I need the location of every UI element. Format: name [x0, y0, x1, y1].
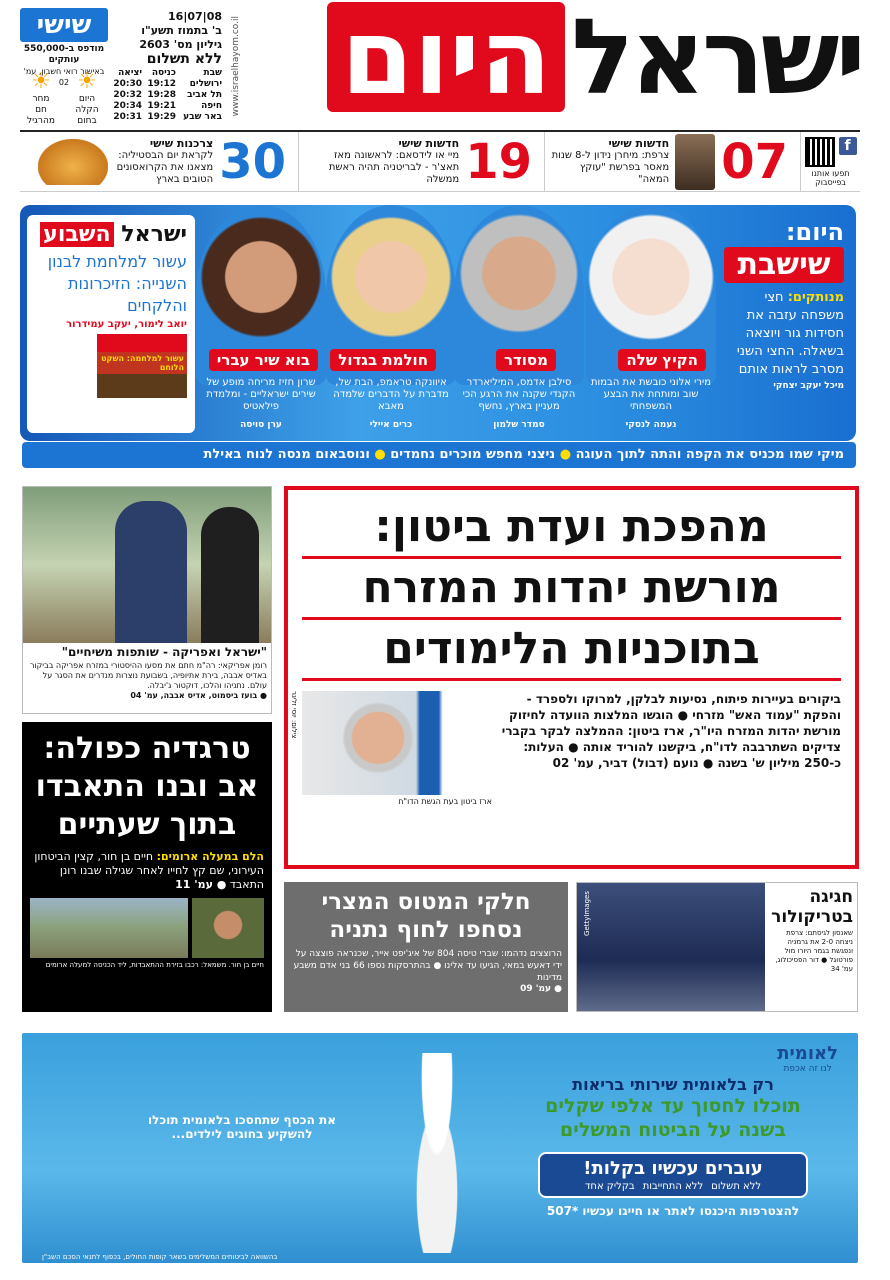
person-desc: איוונקה טראמפ, הבת של, מדברת על הדברים שלמדה מאבא: [333, 377, 449, 412]
sun-icon: ☀: [31, 69, 51, 94]
teaser-title: צרכנות שישי: [149, 137, 214, 150]
weather-desc: הקלה בחום: [75, 105, 99, 126]
teaser-page-number: 07: [721, 133, 788, 190]
ad-footnote: בהשוואה לביטוחים המשלימים בשאר קופות החולים, בכפוף לתנאי הסכם השב"ן: [42, 1253, 278, 1261]
tragedy-headline: טרגדיה כפולה: אב ובנו התאבדו בתוך שעתיים: [35, 731, 259, 842]
teaser-strip: [20, 130, 860, 192]
shabbat-city: באר שבע: [183, 112, 222, 122]
masthead: [0, 0, 890, 128]
shabbat-times: [112, 68, 222, 123]
shishabat-column: [724, 219, 844, 391]
ticker-item[interactable]: מיקי שמו מכניס את הקפה והתה לתוך העוגה: [575, 447, 844, 462]
main-body: [288, 681, 855, 816]
ad-line-2: תוכלו לחסוך עד אלפי שקלים: [545, 1095, 801, 1117]
leumit-brand: לאומית: [777, 1043, 838, 1064]
africa-story[interactable]: [22, 486, 272, 714]
stork-illustration: [402, 1053, 472, 1253]
sports-story[interactable]: [576, 882, 858, 1012]
egyptair-ref: ● עמ' 09: [520, 984, 562, 994]
magazine-title: [35, 223, 187, 247]
ticker-item[interactable]: ניצני מחפש מוכרים נחמדים: [390, 447, 556, 462]
africa-title: "ישראל ואפריקה - שותפות משיחיים": [61, 645, 267, 659]
teaser-text: לקראת יום הבסטיליה: מצאנו את הקרואסונים הטובים בארץ: [116, 150, 214, 185]
person-desc: סילבן אדמס, המיליארדר הקנדי שקנה את הרגע הכי מעניין בארץ, נחשף: [462, 377, 576, 412]
weather-label: מחר: [32, 94, 50, 104]
egyptair-text: הרוצצים נדהמו: שברי טיסה 804 של איג'יפט אייר, שכנראה פוצצה על ידי דאעש במאי, הגיעו עד אלינו ● בהתרסקות נספו 66 בני אדם משבע מדינות: [293, 949, 562, 983]
headline-line: מהפכת ועדת ביטון:: [302, 498, 841, 559]
teaser-photo: [675, 134, 715, 190]
teaser-title: חדשות שישי: [608, 137, 670, 150]
sun-cloud-icon: ☀: [77, 69, 97, 94]
main-headline: [288, 498, 855, 681]
shabbat-out: 20:30: [113, 79, 142, 89]
israel-hashavua-box[interactable]: [27, 215, 195, 433]
teaser-item[interactable]: [298, 132, 538, 191]
person-figure: [201, 507, 259, 643]
main-photo-wrap: [290, 691, 492, 806]
teaser-item[interactable]: [32, 132, 292, 191]
magazine-text: עשור למלחמת לבנון השנייה: הזיכרונות והלקחים: [47, 252, 187, 315]
person-tag: הקיץ שלה: [618, 349, 706, 371]
sports-text-col: [765, 883, 857, 1011]
ad-cta-box[interactable]: [538, 1152, 808, 1198]
shabbat-head-in: כניסה: [151, 68, 176, 78]
issue-number: גיליון מס' 2603: [139, 38, 222, 51]
print-run: מודפס ב-550,000 עותקים: [23, 44, 105, 65]
ticker-item[interactable]: ונוסבאום מנסה לנוח באילת: [203, 447, 370, 462]
hebrew-date: ב' בתמוז תשע"ו: [141, 24, 222, 37]
ad-tel: להצטרפות היכנסו לאתר או חייגו עכשיו *507: [546, 1204, 800, 1218]
person-tag: מסודר: [496, 349, 556, 371]
magazine-cover: עשור למלחמה: השקט הלוחם: [97, 334, 187, 398]
person-author: כרים איילי: [369, 420, 413, 430]
weather-tomorrow: [20, 70, 62, 127]
tragedy-lead-label: הלם במעלה ארומים:: [156, 850, 264, 863]
weather-today: [66, 70, 108, 127]
main-photo-credit: צילום: יוסי זליגר: [290, 691, 298, 739]
magazine-title-1: ישראל: [121, 222, 187, 247]
shabbat-in: 19:12: [147, 79, 176, 89]
main-photo-caption: ארז ביטון בעת הגשת הדו"ח: [398, 797, 492, 806]
egyptair-story[interactable]: [284, 882, 568, 1012]
issue-date: 08|07|16: [168, 10, 222, 23]
person-author: סמדר שלמון: [493, 420, 545, 430]
weather: [20, 70, 108, 127]
tragedy-caption: חיים בן חור. משמאל: רכבו בזירת ההתאבדות, ליד הכניסה למעלה ארומים: [45, 961, 264, 969]
shabbat-in: 19:21: [147, 101, 176, 111]
tragedy-ref: ● עמ' 11: [175, 878, 227, 891]
headline-line: בתוכניות הלימודים: [302, 620, 841, 681]
teaser-item[interactable]: [544, 132, 794, 191]
shabbat-out: 20:31: [113, 112, 142, 122]
bullet-icon: ●: [369, 447, 386, 462]
issue-info: [112, 10, 222, 66]
africa-credit: ● בועז ביסמוט, אדיס אבבה, עמ' 04: [130, 691, 267, 700]
shabbat-city: ירושלים: [189, 79, 222, 89]
logo-yisrael: ישראל: [571, 0, 862, 118]
site-url[interactable]: www.israelhayom.co.il: [231, 16, 241, 117]
ad-pill: ללא תשלום: [711, 1181, 762, 1192]
readership: באישור רואי חשבון, עמ' 02: [23, 67, 105, 87]
ad-line-1: רק בלאומית שירותי בריאות: [572, 1075, 774, 1094]
person-figure: [115, 501, 187, 643]
ad-right-text: את הכסף שתחסכו בלאומית תוכלו להשקיע בחוגים לילדים...: [148, 1113, 336, 1141]
headline-line: מורשת יהדות המזרח: [302, 559, 841, 620]
ticker-bar: [22, 442, 856, 468]
logo-hayom: היום: [327, 2, 565, 112]
teaser-page-number: 30: [219, 133, 286, 190]
shabbat-title: שבת: [203, 68, 222, 78]
sports-photo: [577, 883, 765, 1011]
day-name: שישי: [20, 8, 108, 42]
main-story[interactable]: [284, 486, 859, 869]
egyptair-headline: חלקי המטוס המצרי נסחפו לחוף נתניה: [321, 889, 531, 943]
tragedy-scene-photo: [30, 898, 188, 958]
shabbat-out: 20:32: [113, 90, 142, 100]
ad-copy: [518, 1075, 828, 1218]
weather-desc: חם מהרגיל: [27, 105, 55, 126]
facebook-icon[interactable]: f: [839, 137, 857, 155]
cut-author: מיכל יעקב יצחקי: [773, 381, 844, 391]
magazine-title-2: השבוע: [40, 222, 113, 247]
person-desc: שרון חזיז מריחה מופע של שירים ישראליים - ומלמדת פילאטיס: [206, 377, 316, 412]
ad-cta: עוברים עכשיו בקלות!: [583, 1158, 763, 1179]
shabbat-head-out: יציאה: [118, 68, 142, 78]
person-tag: חולמת בגדול: [330, 349, 436, 371]
facebook-box[interactable]: [800, 132, 860, 191]
teaser-title: חדשות שישי: [398, 137, 460, 150]
weather-label: היום: [78, 94, 96, 104]
shabbat-city: תל אביב: [187, 90, 222, 100]
leumit-advertisement[interactable]: [22, 1033, 858, 1263]
tragedy-portrait: [192, 898, 264, 958]
leumit-logo: [777, 1043, 838, 1074]
today-label: היום:: [785, 218, 844, 246]
teaser-text: מיי או לידסאם: לראשונה מאז תאצ'ר - לבריטניה תהיה ראשת ממשלה: [328, 150, 460, 185]
sports-headline: חגיגה בטריקולור: [771, 887, 853, 927]
main-body-text: ביקורים בעיירות פיתוח, נסיעות לבלקן, למרוקו ולספרד - והפקת "עמוד האש" מזרחי ● הוגשו המלצות הוועדה לחיזוק מורשת יהדות המזרח היו"ר, ארז ביטון: ההמלצה לבקר בקברי צדיקים השתרבבה לדו"ח, ביקשנו להוריד אותה ● העלות: כ-250 מיליון ש' בשנה ● נועם (דבול) דביר, עמ' 02: [501, 692, 841, 770]
qr-code-icon[interactable]: [805, 137, 835, 167]
ad-line-3: בשנה על הביטוח המשלים: [560, 1119, 786, 1141]
teaser-page-number: 19: [465, 133, 532, 190]
person-author: ערן סויסה: [240, 420, 282, 430]
sports-credit: GettyImages: [583, 891, 591, 936]
shabbat-out: 20:34: [113, 101, 142, 111]
tragedy-lead: חיים בן חור, קצין הביטחון העירוני, שם קץ לחייו לאחר שגילה שבנו רונן התאבד: [34, 850, 264, 891]
facebook-caption: תפעו אותנו בפייסבוק: [811, 168, 850, 187]
shabbat-in: 19:28: [147, 90, 176, 100]
cut-label: מנותקים:: [787, 290, 844, 305]
magazine-authors: יואב לימור, יעקב עמידרור: [66, 319, 187, 330]
africa-text: רומן אפריקאי: רה"מ חתם את מסעו ההיסטורי במזרח אפריקה בביקור באדיס אבבה, בירת אתיופיה, בשבועת נוצרות מנדרים את הסגר על עולם. נתניהו והלכו, דוקטור ג'יבלה.: [29, 661, 267, 690]
tragedy-story[interactable]: [22, 722, 272, 1012]
tragedy-photos: [30, 898, 264, 958]
shabbat-city: חיפה: [201, 101, 222, 111]
shishabat-logo: שישבת: [724, 247, 844, 283]
croissant-image: [38, 139, 108, 185]
issue-price: ללא תשלום: [146, 51, 222, 67]
ad-pill: בקליק אחד: [584, 1181, 635, 1192]
main-photo: [302, 691, 492, 795]
person-tag: בוא שיר עברי: [209, 349, 318, 371]
sports-text: שאנסון לגיסתם: צרפת ניצחה 2-0 את גרמניה ונפגשת בגמר היורו מול פורטוגל ● דור הפסיכולוג, עמ' 34: [775, 929, 853, 973]
bullet-icon: ●: [555, 447, 572, 462]
shabbat-in: 19:29: [147, 112, 176, 122]
ad-pill: ללא התחייבות: [642, 1181, 704, 1192]
teaser-text: צרפת: מיחרן נידון ל-8 שנות מאסר בפרשת "עוקץ המאה": [551, 150, 670, 185]
africa-photo: [23, 487, 271, 643]
cut-text: חצי משפחה עזבה את חסידות גור ויוצאה בשאלה. החצי השני מסרב לראות אותם: [736, 290, 844, 377]
newspaper-logo[interactable]: [327, 0, 862, 118]
leumit-slogan: לנו זה אכפת: [783, 1064, 832, 1074]
person-author: נעמה לנסקי: [625, 420, 677, 430]
person-desc: מירי אלוני כובשת את הבמות שוב ומותחת את הבצע המשפחתי: [590, 377, 712, 412]
